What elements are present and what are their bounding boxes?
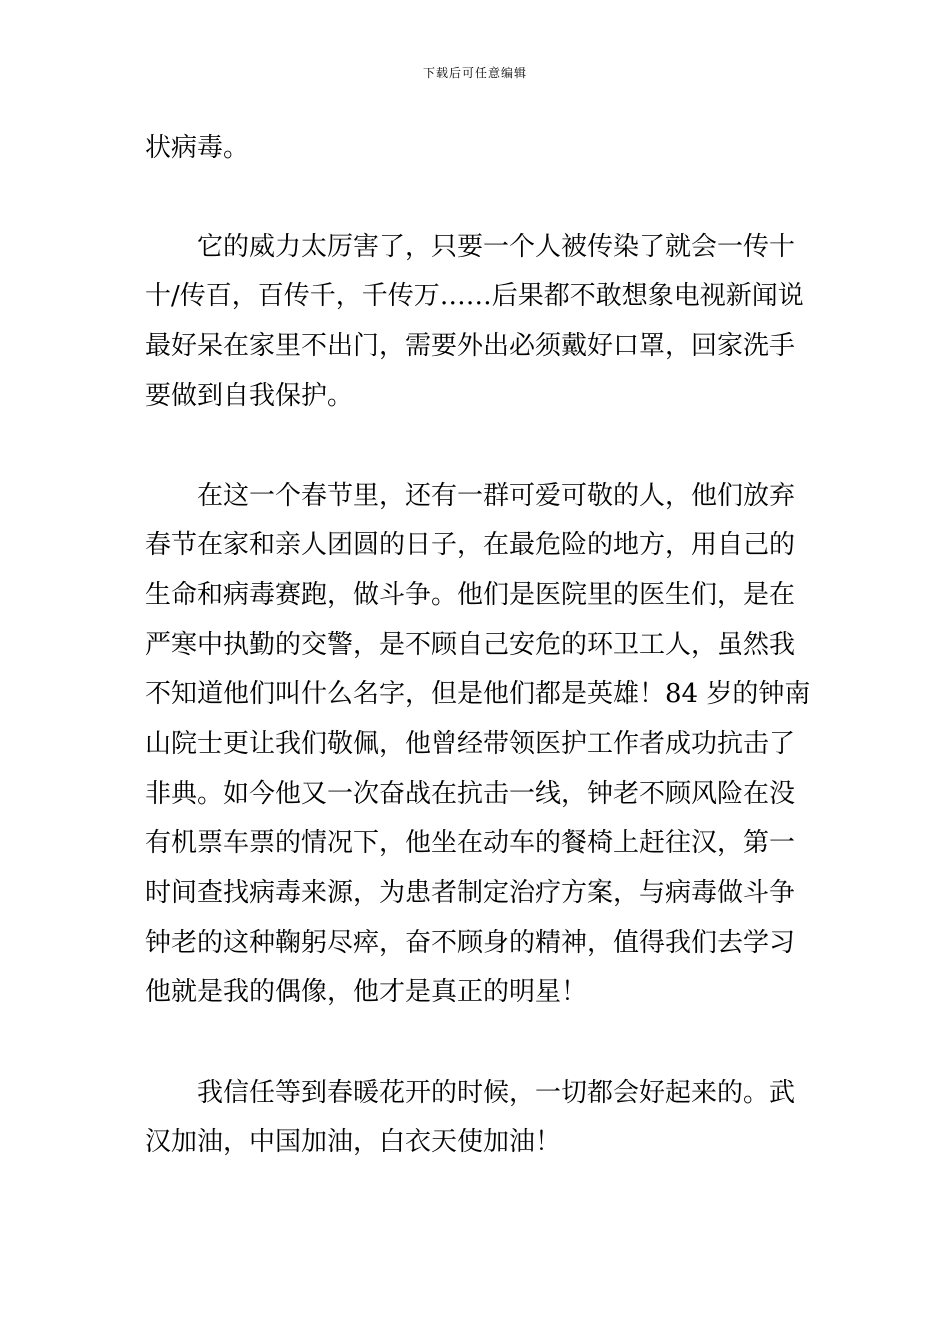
paragraph-line: 在这一个春节里，还有一群可爱可敬的人，他们放弃 [145, 481, 796, 511]
paragraph-line: 最好呆在家里不出门，需要外出必须戴好口罩，回家洗手 [145, 331, 796, 361]
paragraph-line: 春节在家和亲人团圆的日子，在最危险的地方，用自己的 [145, 530, 796, 560]
paragraph-line: 十/传百，百传千，千传万……后果都不敢想象电视新闻说 [145, 281, 804, 311]
paragraph-line: 我信任等到春暖花开的时候，一切都会好起来的。武 [145, 1078, 796, 1108]
paragraph-line: 他就是我的偶像，他才是真正的明星！ [145, 977, 588, 1007]
paragraph-line: 它的威力太厉害了，只要一个人被传染了就会一传十 [145, 232, 796, 262]
paragraph-line: 严寒中执勤的交警，是不顾自己安危的环卫工人，虽然我 [145, 630, 796, 660]
paragraph-line: 时间查找病毒来源，为患者制定治疗方案，与病毒做斗争 [145, 878, 796, 908]
paragraph-line: 山院士更让我们敬佩，他曾经带领医护工作者成功抗击了 [145, 729, 796, 759]
paragraph-line: 钟老的这种鞠躬尽瘁，奋不顾身的精神，值得我们去学习 [145, 928, 796, 958]
paragraph-line: 非典。如今他又一次奋战在抗击一线，钟老不顾风险在没 [145, 779, 796, 809]
paragraph-line: 状病毒。 [145, 133, 250, 163]
page-header: 下载后可任意编辑 [422, 66, 527, 80]
paragraph-line: 要做到自我保护。 [145, 381, 354, 411]
paragraph-line: 汉加油，中国加油，白衣天使加油！ [145, 1127, 562, 1157]
paragraph-line: 有机票车票的情况下，他坐在动车的餐椅上赶往汉，第一 [145, 828, 796, 858]
paragraph-line: 不知道他们叫什么名字，但是他们都是英雄！84 岁的钟南 [145, 679, 811, 709]
paragraph-line: 生命和病毒赛跑，做斗争。他们是医院里的医生们，是在 [145, 580, 796, 610]
